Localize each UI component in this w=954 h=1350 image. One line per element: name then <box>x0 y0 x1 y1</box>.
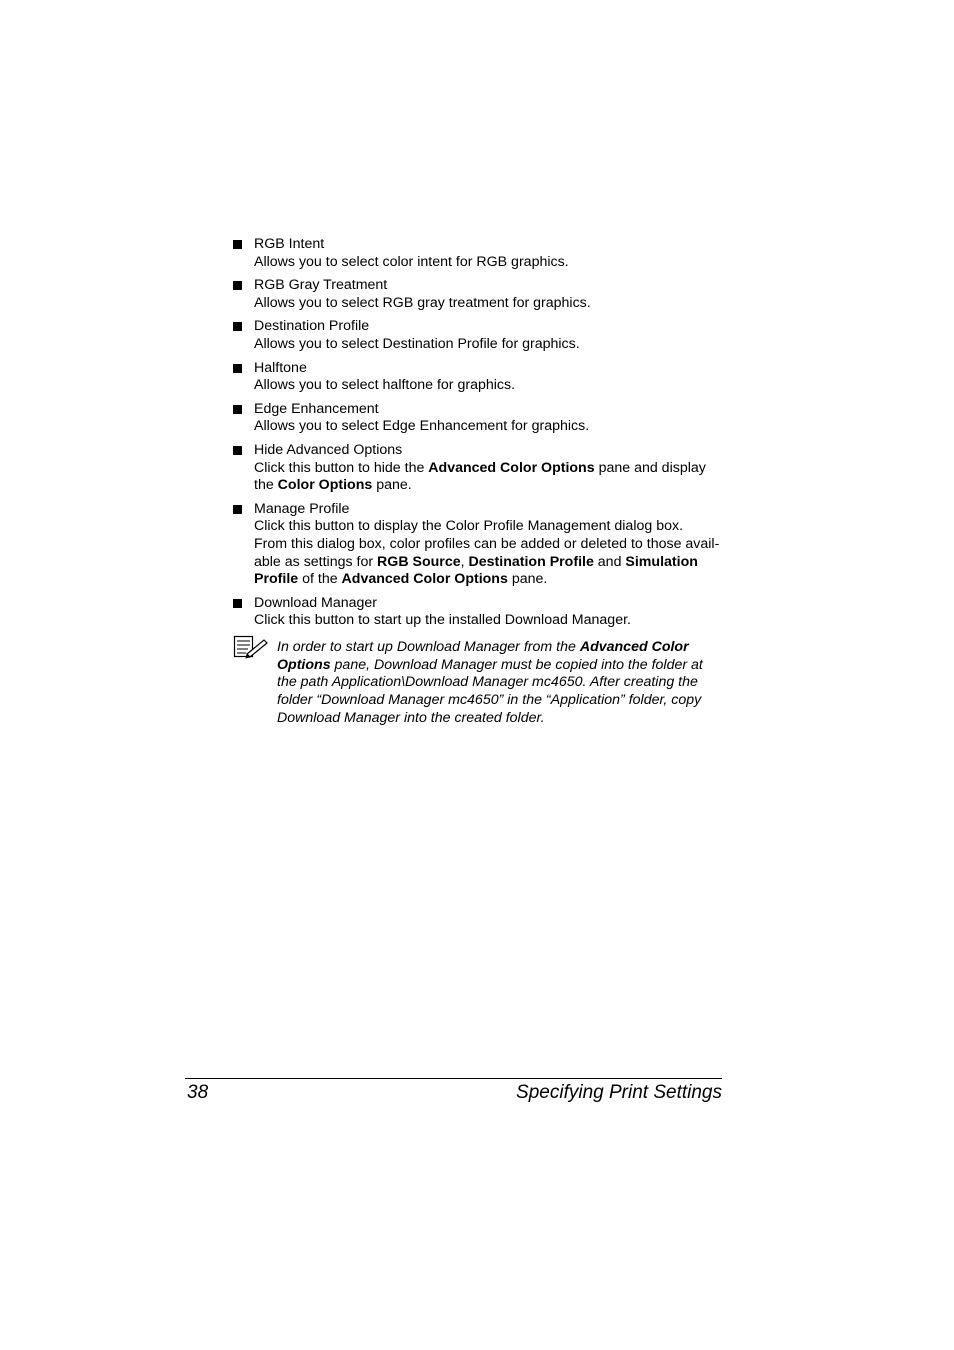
text: pane, Download Manager must be copied into the folder at <box>330 656 703 673</box>
item-description: Allows you to select Edge Enhancement for graphics. <box>254 418 590 435</box>
bullet-icon <box>233 281 242 290</box>
ui-term-simulation: Simulation <box>625 553 698 570</box>
text: pane and display <box>594 459 706 476</box>
item-title: Halftone <box>254 359 307 376</box>
item-title: RGB Gray Treatment <box>254 277 388 294</box>
text: Click this button to display the Color Profile Management dialog box. <box>254 518 684 535</box>
text: In order to start up Download Manager from the <box>277 638 580 655</box>
item-title: Download Manager <box>254 594 378 611</box>
list-item-destination-profile <box>232 318 724 353</box>
list-item-manage-profile <box>232 501 724 589</box>
list-item-halftone <box>232 360 724 395</box>
text: the <box>254 477 278 494</box>
ui-term-advanced-color: Advanced Color <box>579 638 689 655</box>
text: From this dialog box, color profiles can be added or deleted to those avail- <box>254 535 720 552</box>
page-content <box>232 236 724 728</box>
item-title: Manage Profile <box>254 500 350 517</box>
ui-term-destination-profile: Destination Profile <box>468 553 594 570</box>
ui-term-color-options: Color Options <box>277 477 373 494</box>
footer-divider <box>185 1078 722 1079</box>
ui-term-profile: Profile <box>254 571 299 588</box>
item-description: Allows you to select halftone for graphics. <box>254 377 516 394</box>
bullet-icon <box>233 599 242 608</box>
list-item-edge-enhancement <box>232 401 724 436</box>
text: folder “Download Manager mc4650” in the “Application” folder, copy <box>277 692 702 709</box>
text: pane. <box>507 571 548 588</box>
list-item-rgb-gray-treatment <box>232 277 724 312</box>
bullet-icon <box>233 240 242 249</box>
item-description <box>254 460 724 495</box>
item-title: Destination Profile <box>254 318 370 335</box>
note-block <box>232 639 724 728</box>
bullet-icon <box>233 322 242 331</box>
list-item-rgb-intent <box>232 236 724 271</box>
page-number: 38 <box>187 1082 209 1103</box>
bullet-icon <box>233 364 242 373</box>
item-description: Allows you to select Destination Profile for graphics. <box>254 335 580 352</box>
text: and <box>593 553 626 570</box>
bullet-icon <box>233 405 242 414</box>
item-description: Allows you to select color intent for RGB graphics. <box>254 253 569 270</box>
item-description: Click this button to start up the installed Download Manager. <box>254 612 631 629</box>
text: able as settings for <box>254 553 378 570</box>
footer-section-title: Specifying Print Settings <box>516 1082 722 1103</box>
bullet-icon <box>233 446 242 455</box>
text: the path Application\Download Manager mc4650. After creating the <box>277 674 698 691</box>
item-description: Allows you to select RGB gray treatment for graphics. <box>254 294 591 311</box>
list-item-hide-advanced-options <box>232 442 724 495</box>
item-description <box>254 518 724 588</box>
item-title: Hide Advanced Options <box>254 441 403 458</box>
item-title: Edge Enhancement <box>254 400 379 417</box>
bullet-icon <box>233 505 242 514</box>
ui-term-advanced-color-options: Advanced Color Options <box>341 571 508 588</box>
ui-term-advanced-color-options: Advanced Color Options <box>428 459 595 476</box>
text: pane. <box>372 477 412 494</box>
item-title: RGB Intent <box>254 236 325 252</box>
list-item-download-manager <box>232 595 724 630</box>
note-pencil-icon <box>233 635 269 659</box>
text: Click this button to hide the <box>254 459 429 476</box>
ui-term-options: Options <box>277 656 331 673</box>
text: , <box>460 553 469 570</box>
text: of the <box>298 571 342 588</box>
ui-term-rgb-source: RGB Source <box>377 553 461 570</box>
text: Download Manager into the created folder. <box>277 710 545 727</box>
note-text <box>277 639 703 726</box>
